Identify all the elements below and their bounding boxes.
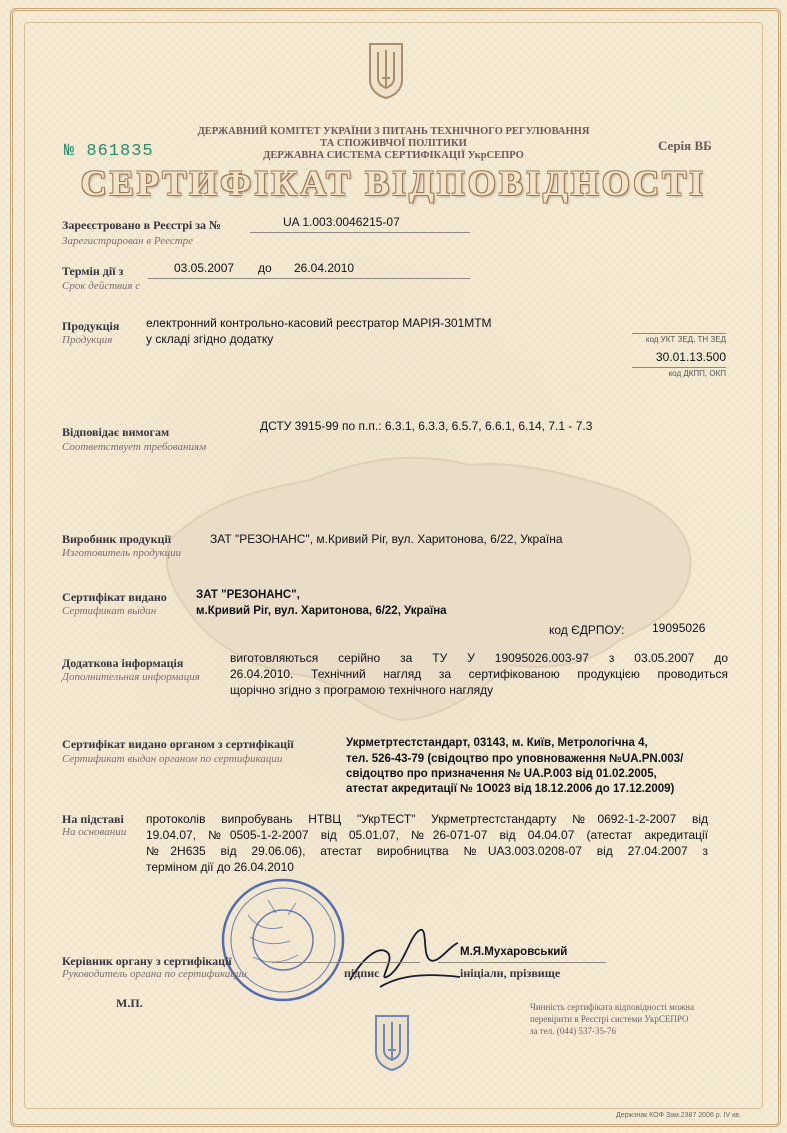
product-line1: електронний контрольно-касовий реєстратор МАРІЯ-301МТМ [146, 316, 492, 330]
term-underline [148, 278, 470, 279]
product-line2: у складі згідно додатку [146, 332, 274, 346]
header-agency-line1: ДЕРЖАВНИЙ КОМІТЕТ УКРАЇНИ З ПИТАНЬ ТЕХНІЧНОГО РЕГУЛЮВАННЯ [197, 126, 590, 137]
registry-underline [250, 232, 470, 233]
requirements-label: Відповідає вимогам [62, 425, 170, 439]
issuer-line3: свідоцтво про призначення № UA.P.003 від 01.02.2005, [346, 768, 657, 780]
additional-label: Додаткова інформація [62, 656, 184, 670]
product-label-ru: Продукция [62, 334, 113, 346]
issued-to-label: Сертифікат видано [62, 590, 167, 604]
issuer-label-ru: Сертификат выдан органом по сертификации [62, 753, 283, 765]
header-system-line: ДЕРЖАВНА СИСТЕМА СЕРТИФІКАЦІЇ УкрСЕПРО [263, 150, 524, 161]
registry-number: UA 1.003.0046215-07 [283, 215, 400, 229]
additional-line3: щорічно згідно з програмою технічного нагляду [230, 683, 494, 697]
issued-to-label-ru: Сертификат выдан [62, 605, 157, 617]
issuer-line2: тел. 526-43-79 (свідоцтво про уповноваження №UA.PN.003/ [346, 753, 684, 765]
handwritten-signature-icon [340, 915, 470, 1000]
product-label: Продукція [62, 319, 120, 333]
name-line [438, 962, 606, 963]
issuer-line4: атестат акредитації № 1O023 від 18.12.2006 до 17.12.2009) [346, 783, 675, 795]
head-name: М.Я.Мухаровський [460, 946, 568, 958]
basis-line1: протоколів випробувань НТВЦ "УкрТЕСТ" Укрметртестстандарту №0692-1-2-2007 від [146, 812, 708, 826]
registry-label: Зареєстровано в Реєстрі за № [62, 218, 222, 232]
requirements-label-ru: Соответствует требованиям [62, 441, 207, 453]
basis-label-ru: На основании [62, 826, 127, 838]
manufacturer-value: ЗАТ "РЕЗОНАНС", м.Кривий Ріг, вул. Харитонова, 6/22, Україна [210, 532, 563, 546]
header-agency-line2: ТА СПОЖИВЧОЇ ПОЛІТИКИ [320, 138, 467, 149]
certificate-title: СЕРТИФІКАТ ВІДПОВІДНОСТІ [80, 163, 707, 203]
additional-line2: 26.04.2010. Технічний нагляд за сертифікованою продукцією проводиться [230, 667, 728, 681]
certificate-series: Серія ВБ [658, 138, 712, 153]
certificate-number: № 861835 [64, 142, 154, 161]
issued-to-line2: м.Кривий Ріг, вул. Харитонова, 6/22, Україна [196, 605, 447, 617]
footer-note1: Чинність сертифіката відповідності можна [530, 1002, 695, 1012]
mp-label: М.П. [116, 996, 143, 1010]
signature-line [272, 962, 420, 963]
issuer-line1: Укрметртестстандарт, 03143, м. Київ, Метрологічна 4, [346, 737, 648, 749]
term-to-label: до [258, 261, 272, 275]
term-label: Термін дії з [62, 264, 124, 278]
manufacturer-label-ru: Изготовитель продукции [62, 547, 182, 559]
trident-emblem-icon [366, 40, 406, 100]
footer-note3: за тел. (044) 537-35-76 [530, 1026, 616, 1036]
registry-label-ru: Зарегистрирован в Реестре [62, 235, 194, 247]
manufacturer-label: Виробник продукції [62, 532, 172, 546]
official-stamp-icon [218, 875, 348, 1005]
edrpou-value: 19095026 [652, 621, 706, 635]
trident-bottom-icon [372, 1012, 412, 1072]
footer-note2: перевірити в Реєстрі системи УкрСЕПРО [530, 1014, 689, 1024]
basis-line3: №2Н635 від 29.06.06), атестат виробництва №UA3.003.0208-07 від 27.04.2007 з [146, 844, 708, 858]
basis-line4: терміном дії до 26.04.2010 [146, 860, 294, 874]
basis-line2: 19.04.07, №0505-1-2-2007 від 05.01.07, №26-071-07 від 04.04.07 (атестат акредитації [146, 828, 708, 842]
basis-label: На підставі [62, 812, 124, 826]
additional-label-ru: Дополнительная информация [62, 671, 200, 683]
issuer-label: Сертифікат видано органом з сертифікації [62, 737, 294, 751]
term-label-ru: Срок действия с [62, 280, 141, 292]
requirements-value: ДСТУ 3915-99 по п.п.: 6.3.1, 6.3.3, 6.5.7, 6.6.1, 6.14, 7.1 - 7.3 [260, 419, 593, 433]
initials-caption: ініціали, прізвище [460, 966, 561, 980]
additional-line1: виготовляються серійно за ТУ У 19095026.003-97 з 03.05.2007 до [230, 651, 728, 665]
product-code-label-top: код УКТ ЗЕД, ТН ЗЕД [632, 333, 726, 344]
signature-caption: підпис [344, 966, 380, 980]
print-info: Держзнак КОФ Зам.2387 2006 р. IV кв. [616, 1112, 741, 1119]
term-from: 03.05.2007 [174, 261, 235, 275]
term-to: 26.04.2010 [294, 261, 355, 275]
product-code-label-bottom: код ДКПП, ОКП [632, 367, 726, 378]
head-label: Керівник органу з сертифікації [62, 954, 232, 968]
head-label-ru: Руководитель органа по сертификации [62, 968, 247, 980]
product-code-value: 30.01.13.500 [655, 350, 726, 364]
issued-to-line1: ЗАТ "РЕЗОНАНС", [196, 589, 300, 601]
edrpou-label: код ЄДРПОУ: [549, 623, 625, 637]
